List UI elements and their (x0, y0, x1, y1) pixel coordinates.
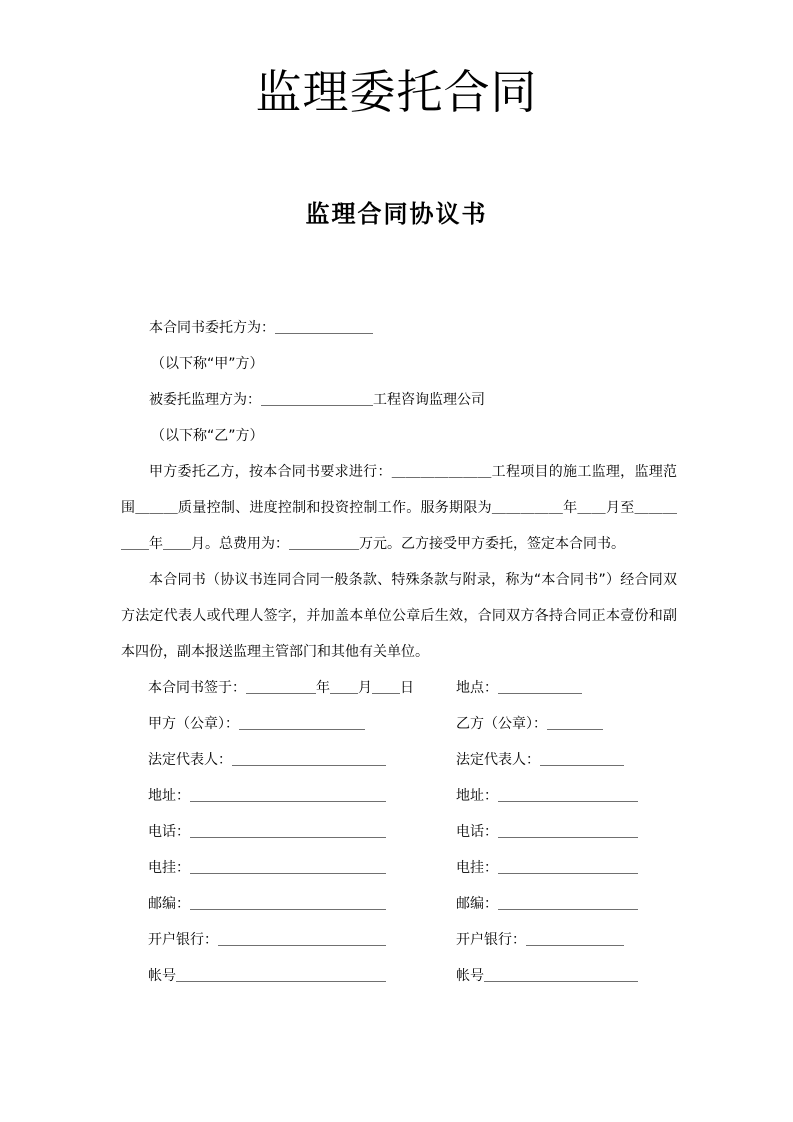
party-a-line: 本合同书委托方为：＿＿＿＿＿＿＿ (149, 320, 373, 336)
document-title: 监理委托合同 (255, 65, 538, 119)
party-b-telegraph: 电挂：＿＿＿＿＿＿＿＿＿＿ (456, 860, 638, 876)
signature-row-date (148, 670, 708, 706)
party-b-phone: 电话：＿＿＿＿＿＿＿＿＿＿ (456, 824, 638, 840)
party-a-account: 帐号＿＿＿＿＿＿＿＿＿＿＿＿＿＿＿ (148, 968, 386, 984)
signature-row-postcode (148, 886, 708, 922)
party-b-representative: 法定代表人：＿＿＿＿＿＿ (456, 752, 624, 768)
party-b-address: 地址：＿＿＿＿＿＿＿＿＿＿ (456, 788, 638, 804)
party-a-phone: 电话：＿＿＿＿＿＿＿＿＿＿＿＿＿＿ (148, 824, 386, 840)
party-b-seal: 乙方（公章）：＿＿＿＿ (456, 716, 603, 732)
signature-row-seal (148, 706, 708, 742)
party-a-representative: 法定代表人：＿＿＿＿＿＿＿＿＿＿＿ (148, 752, 386, 768)
party-b-line: 被委托监理方为：＿＿＿＿＿＿＿＿工程咨询监理公司 (149, 392, 485, 408)
party-b-alias: （以下称“乙”方） (151, 428, 264, 444)
signature-row-telegraph (148, 850, 708, 886)
party-a-seal: 甲方（公章）：＿＿＿＿＿＿＿＿＿ (148, 716, 365, 732)
party-b-postcode: 邮编：＿＿＿＿＿＿＿＿＿＿ (456, 896, 638, 912)
party-b-bank: 开户银行：＿＿＿＿＿＿＿ (456, 932, 624, 948)
paragraph-scope: 甲方委托乙方，按本合同书要求进行：＿＿＿＿＿＿＿工程项目的施工监理，监理范围＿＿＿质量控制、进度控制和投资控制工作。服务期限为＿＿＿＿＿年＿＿月至＿＿＿＿＿年＿＿月。总费用为：＿＿＿＿＿万元。乙方接受甲方委托，签定本合同书。 (121, 464, 677, 552)
signature-row-phone (148, 814, 708, 850)
party-b-account: 帐号＿＿＿＿＿＿＿＿＿＿＿ (456, 968, 638, 984)
signature-date: 本合同书签于：＿＿＿＿＿年＿＿月＿＿日 (148, 680, 414, 696)
party-a-postcode: 邮编：＿＿＿＿＿＿＿＿＿＿＿＿＿＿ (148, 896, 386, 912)
party-a-bank: 开户银行：＿＿＿＿＿＿＿＿＿＿＿＿ (148, 932, 386, 948)
contract-body (121, 310, 677, 670)
party-a-address: 地址：＿＿＿＿＿＿＿＿＿＿＿＿＿＿ (148, 788, 386, 804)
signature-row-representative (148, 742, 708, 778)
party-a-alias: （以下称“甲”方） (151, 356, 264, 372)
signature-row-address (148, 778, 708, 814)
signature-row-account (148, 958, 708, 994)
paragraph-effectiveness: 本合同书（协议书连同合同一般条款、特殊条款与附录，称为“本合同书”）经合同双方法定代表人或代理人签字，并加盖本单位公章后生效，合同双方各持合同正本壹份和副本四份，副本报送监理主管部门和其他有关单位。 (121, 572, 677, 660)
signature-place: 地点：＿＿＿＿＿＿ (456, 680, 582, 696)
document-subtitle: 监理合同协议书 (305, 199, 488, 228)
signature-row-bank (148, 922, 708, 958)
party-a-telegraph: 电挂：＿＿＿＿＿＿＿＿＿＿＿＿＿＿ (148, 860, 386, 876)
